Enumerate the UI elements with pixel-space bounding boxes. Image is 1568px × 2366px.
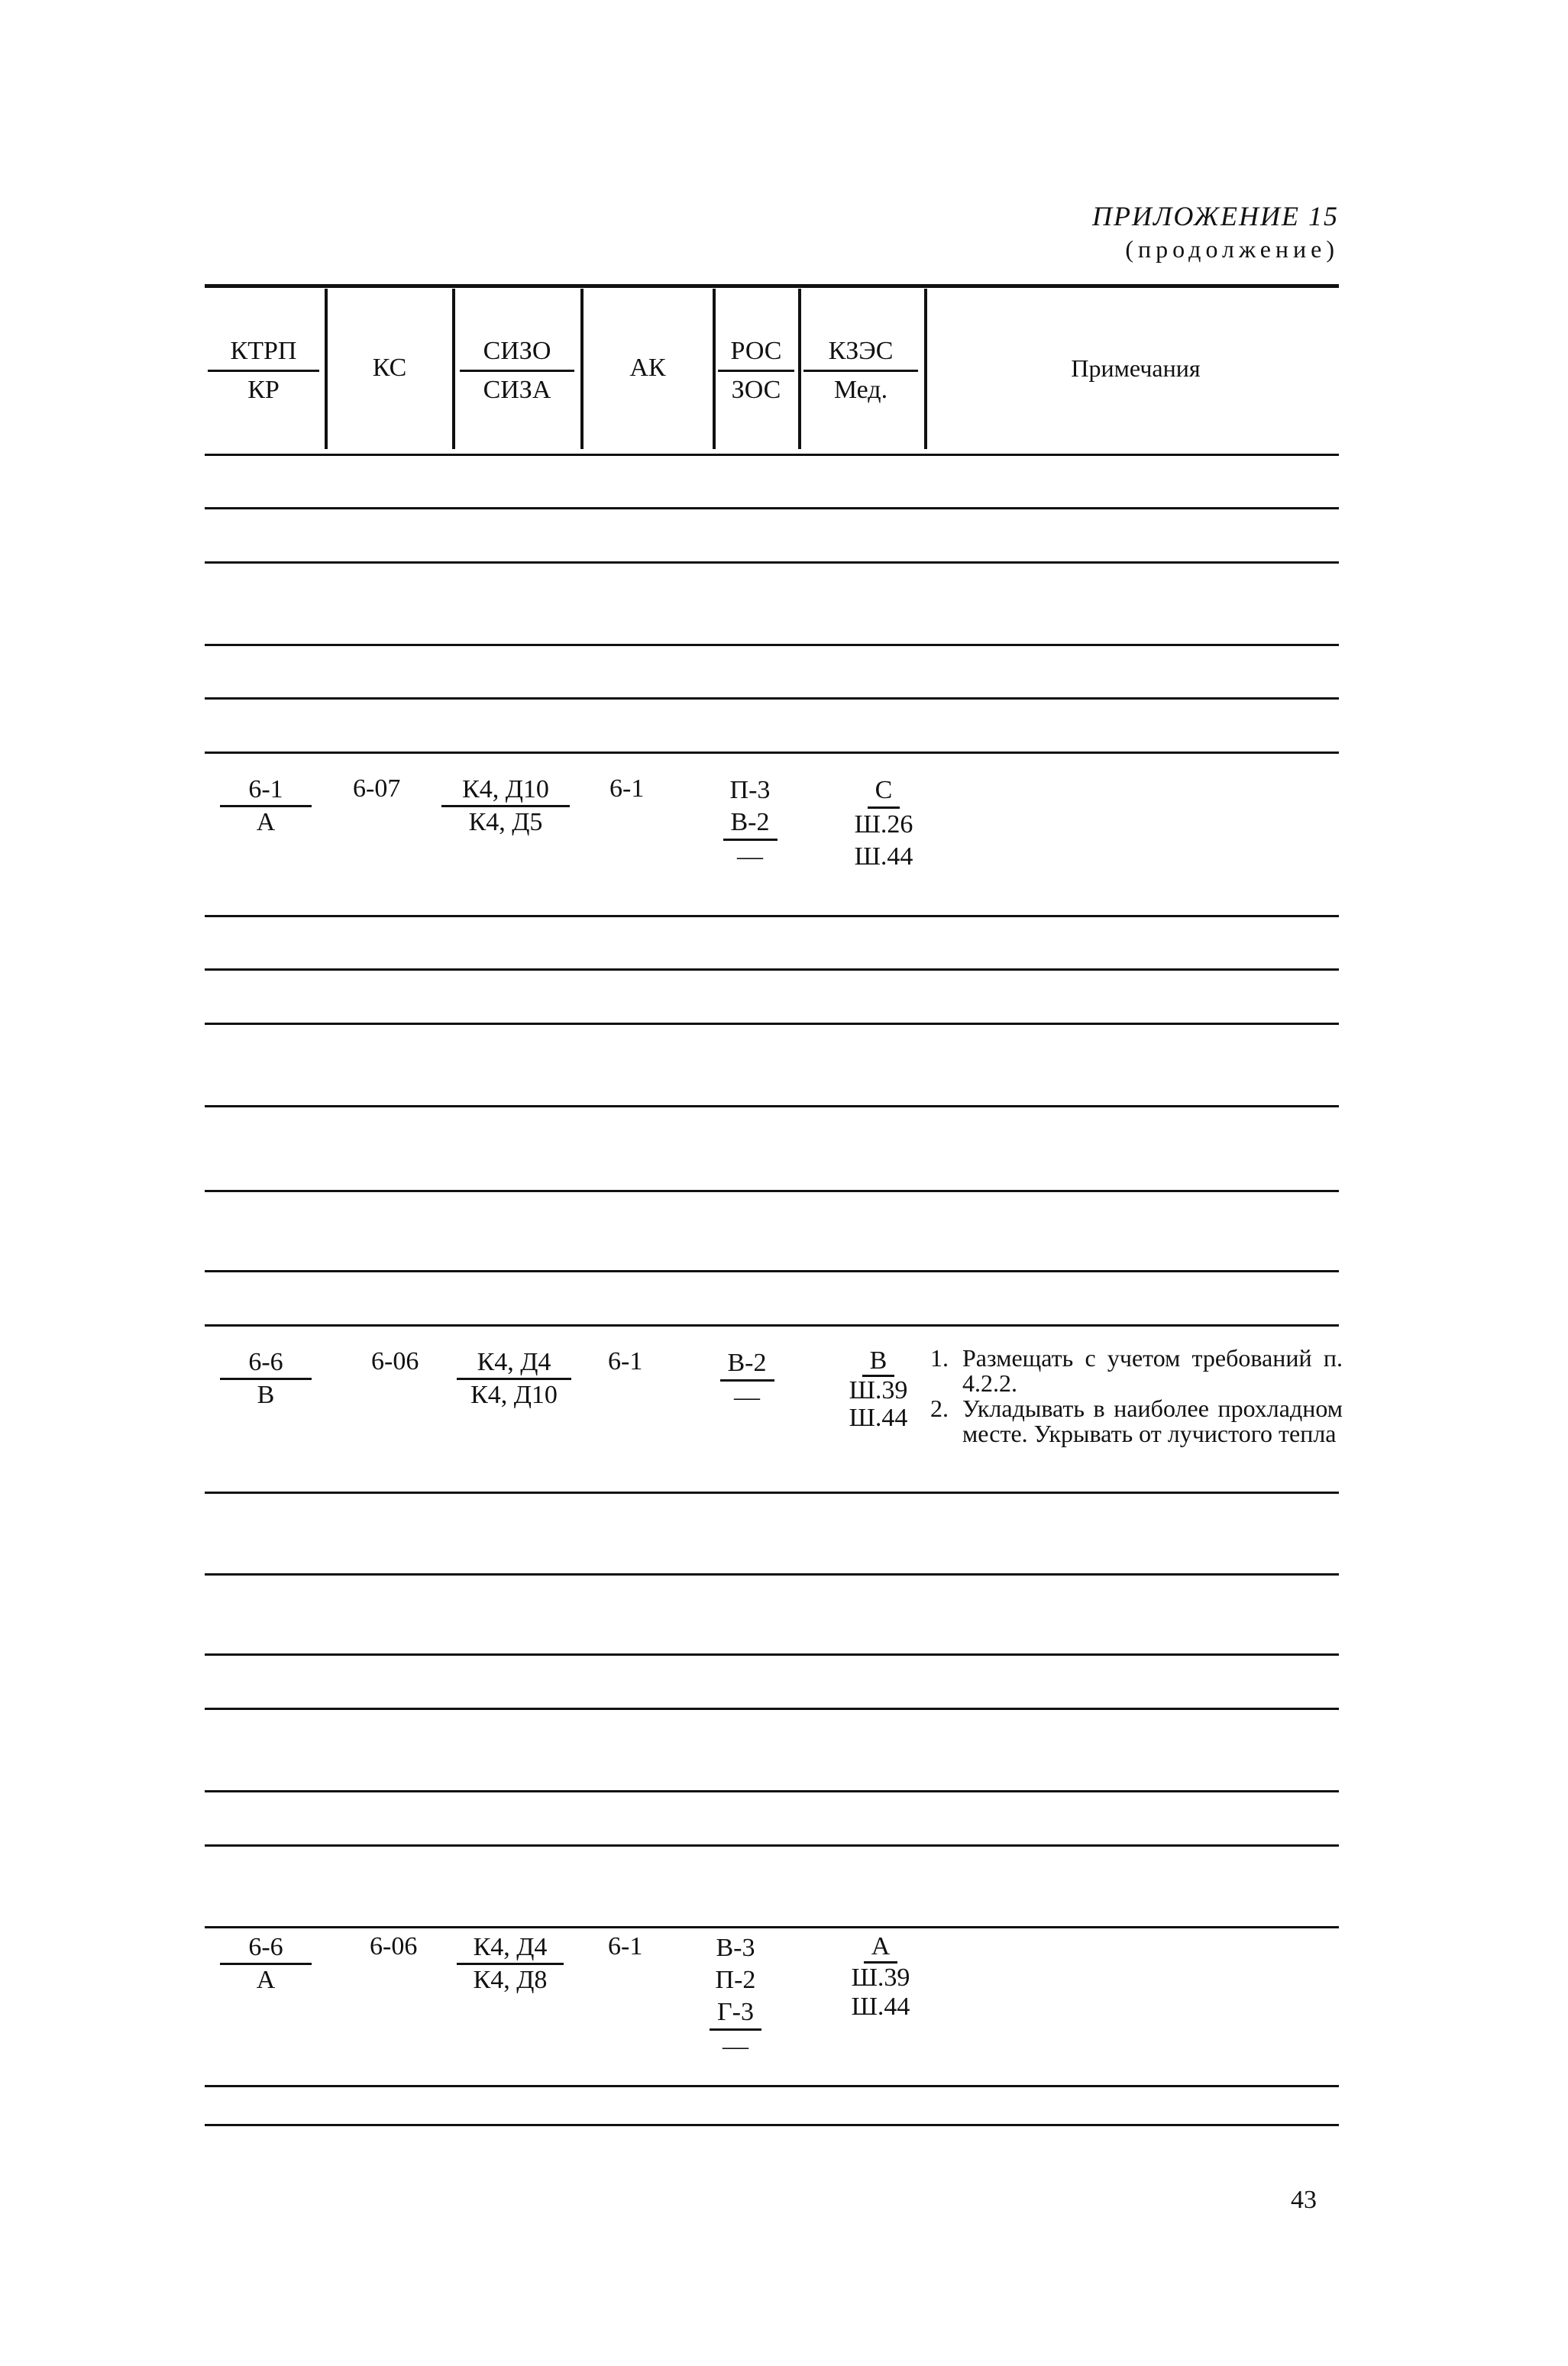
column-header-ros-zos: РОС ЗОС	[718, 333, 794, 409]
ruled-line	[205, 507, 1339, 509]
ruled-line	[205, 1844, 1339, 1847]
column-header-notes: Примечания	[1071, 354, 1201, 382]
ruled-line	[205, 1926, 1339, 1928]
col-separator	[713, 289, 716, 449]
ruled-line	[205, 1324, 1339, 1327]
table-row-2-ak: 6-1	[608, 1347, 643, 1375]
col-separator	[325, 289, 328, 449]
table-row-1-ktrp-kr: 6-1 А	[220, 774, 312, 838]
appendix-title: ПРИЛОЖЕНИЕ 15	[1092, 201, 1339, 231]
ruled-line	[205, 1708, 1339, 1710]
ruled-line	[205, 2085, 1339, 2087]
ruled-line	[205, 1790, 1339, 1792]
table-row-2-notes	[930, 1346, 1343, 1446]
col-separator	[452, 289, 455, 449]
table-row-2-ros-zos: В-2 —	[693, 1347, 800, 1414]
table-row-3-ros-zos: В-3 П-2 Г-3 —	[678, 1932, 793, 2063]
column-header-ak: АК	[629, 354, 666, 382]
table-row-3-sizo-siza: К4, Д4 К4, Д8	[457, 1932, 564, 1996]
table-row-3-ktrp-kr: 6-6 А	[220, 1932, 312, 1996]
ruled-line	[205, 1653, 1339, 1656]
column-header-sizo-siza: СИЗО СИЗА	[460, 333, 574, 409]
col-separator	[798, 289, 801, 449]
table-row-2-ks: 6-06	[371, 1347, 419, 1375]
column-header-ks: КС	[372, 354, 407, 382]
ruled-line	[205, 1492, 1339, 1494]
page-number: 43	[1291, 2186, 1317, 2214]
ruled-line	[205, 1573, 1339, 1576]
table-row-1-kzes-med: С Ш.26 Ш.44	[854, 776, 913, 871]
ruled-line	[205, 968, 1339, 971]
table-row-3-ks: 6-06	[370, 1932, 418, 1960]
table-row-2-kzes-med: В Ш.39 Ш.44	[849, 1346, 908, 1432]
table-row-1-ks: 6-07	[353, 774, 401, 803]
column-header-kzes-med: КЗЭС Мед.	[803, 333, 918, 409]
column-header-ktrp-kr: КТРП КР	[208, 333, 319, 409]
note-item: 1. Размещать с учетом требований п. 4.2.2.	[930, 1344, 1343, 1397]
table-row-2-sizo-siza: К4, Д4 К4, Д10	[457, 1347, 571, 1411]
table-top-rule	[205, 284, 1339, 288]
appendix-subtitle: (продолжение)	[1125, 235, 1339, 263]
col-separator	[580, 289, 584, 449]
table-row-2-ktrp-kr: 6-6 В	[220, 1347, 312, 1411]
table-row-1-ros-zos: П-3 В-2 —	[697, 774, 803, 873]
ruled-line	[205, 2124, 1339, 2126]
ruled-line	[205, 561, 1339, 564]
ruled-line	[205, 915, 1339, 917]
ruled-line	[205, 454, 1339, 456]
note-item: 2. Укладывать в наиболее прохладном месте. Укрывать от лучистого тепла	[930, 1395, 1343, 1447]
table-row-3-kzes-med: А Ш.39 Ш.44	[851, 1932, 910, 2021]
table-row-3-ak: 6-1	[608, 1932, 643, 1960]
col-separator	[924, 289, 927, 449]
ruled-line	[205, 1270, 1339, 1272]
table-row-1-ak: 6-1	[609, 774, 645, 803]
ruled-line	[205, 1105, 1339, 1107]
ruled-line	[205, 1190, 1339, 1192]
ruled-line	[205, 1023, 1339, 1025]
ruled-line	[205, 697, 1339, 700]
ruled-line	[205, 644, 1339, 646]
table-row-1-sizo-siza: К4, Д10 К4, Д5	[441, 774, 570, 838]
ruled-line	[205, 751, 1339, 754]
